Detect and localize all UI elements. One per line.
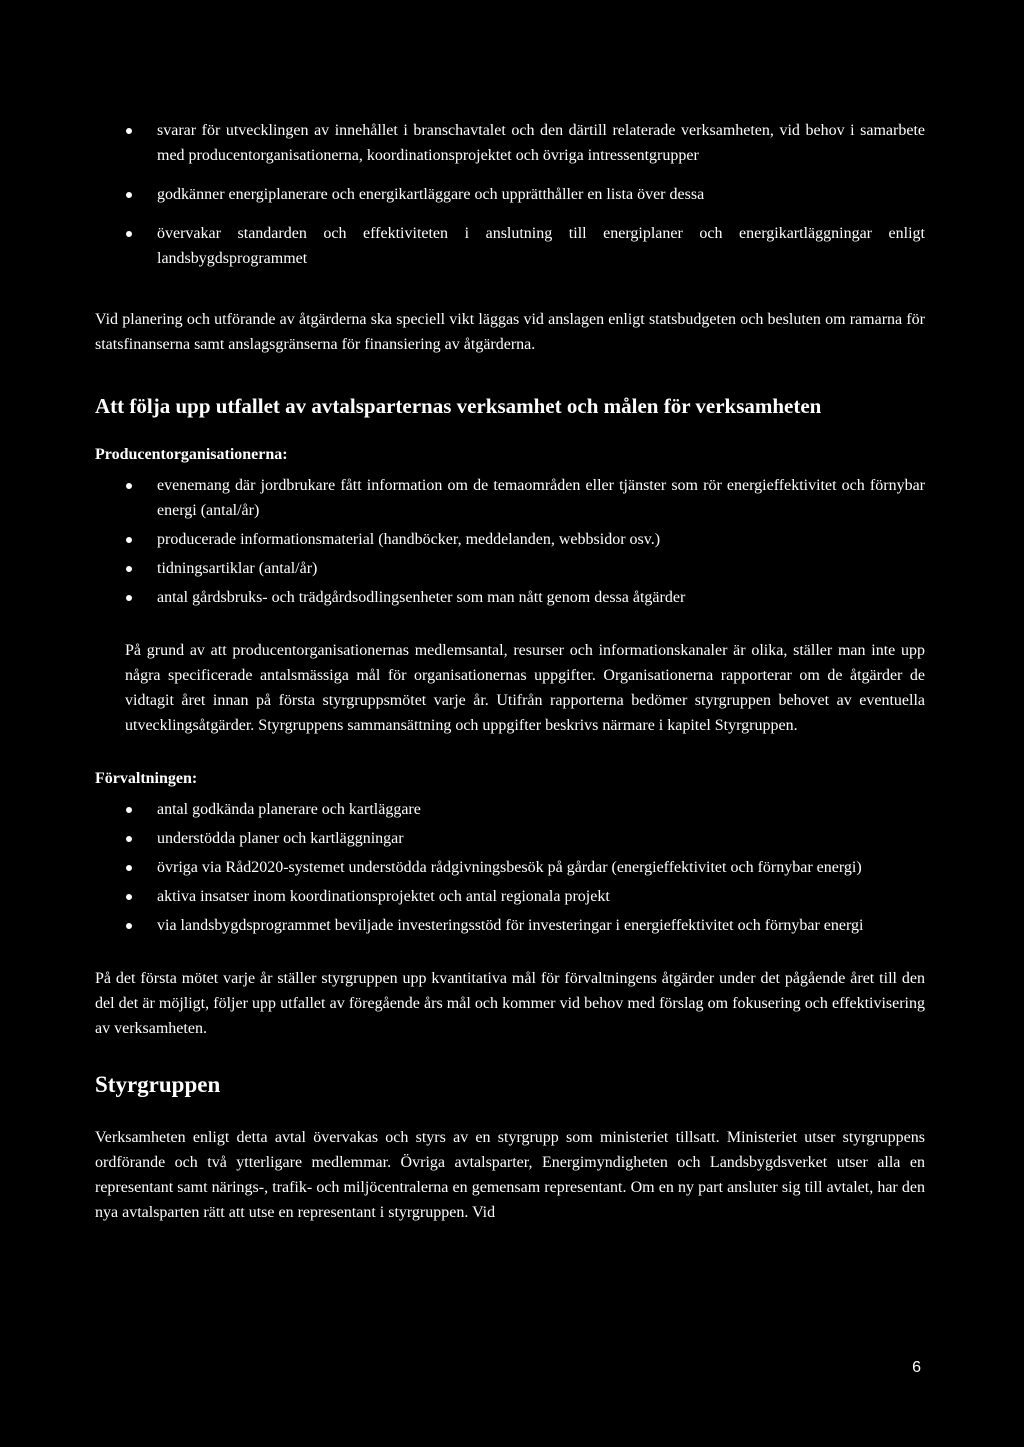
list-item <box>95 826 925 851</box>
bullet-icon <box>126 595 132 601</box>
list-item <box>95 855 925 880</box>
producer-indicators-list <box>95 473 925 610</box>
list-item <box>95 585 925 610</box>
subheading-producers: Producentorganisationerna: <box>95 446 288 463</box>
list-item-text: godkänner energiplanerare och energikartläggare och upprätthåller en lista över dessa <box>157 186 705 203</box>
list-item-text: antal gårdsbruks- och trädgårdsodlingsenheter som man nått genom dessa åtgärder <box>157 589 686 606</box>
bullet-icon <box>126 566 132 572</box>
steering-group-paragraph: Verksamheten enligt detta avtal övervakas och styrs av en styrgrupp som ministeriet tillsatt. Ministeriet utser styrgruppens ordförande och två ytterligare medlemmar. Övriga avtalsparter, Energimyndigheten och Landsbygdsverket utser alla en representant samt närings-, trafik- och miljöcentralerna en gemensam representant. Om en ny part ansluter sig till avtalet, har den nya avtalsparten rätt att utse en representant i styrgruppen. Vid <box>95 1129 925 1221</box>
list-item-text: producerade informationsmaterial (handböcker, meddelanden, webbsidor osv.) <box>157 531 661 548</box>
list-item-text: övervakar standarden och effektiviteten i anslutning till energiplaner och energikartläggningar enligt landsbygdsprogrammet <box>157 225 925 267</box>
bullet-icon <box>126 894 132 900</box>
administration-paragraph: På det första mötet varje år ställer styrgruppen upp kvantitativa mål för förvaltningens åtgärder under det pågående året till den del det är möjligt, följer upp utfallet av föregående års mål och kommer vid behov med förslag om fokusering och effektivisering av verksamheten. <box>95 970 925 1037</box>
list-item-text: antal godkända planerare och kartläggare <box>157 801 421 818</box>
list-item-text: evenemang där jordbrukare fått information om de temaområden eller tjänster som rör energieffektivitet och förnybar energi (antal/år) <box>157 477 925 519</box>
list-item <box>95 221 925 271</box>
list-item <box>95 473 925 523</box>
list-item-text: via landsbygdsprogrammet beviljade investeringsstöd för investeringar i energieffektivitet och förnybar energi <box>157 917 864 934</box>
bullet-icon <box>126 865 132 871</box>
subheading-administration: Förvaltningen: <box>95 770 198 787</box>
list-item <box>95 556 925 581</box>
administration-indicators-list <box>95 797 925 938</box>
list-item <box>95 118 925 168</box>
list-item <box>95 182 925 207</box>
bullet-icon <box>126 537 132 543</box>
list-item-text: aktiva insatser inom koordinationsprojektet och antal regionala projekt <box>157 888 610 905</box>
list-item <box>95 884 925 909</box>
document-page <box>95 118 925 1225</box>
list-item <box>95 527 925 552</box>
bullet-icon <box>126 923 132 929</box>
list-item-text: svarar för utvecklingen av innehållet i branschavtalet och den därtill relaterade verksamheten, vid behov i samarbete med producentorganisationerna, koordinationsprojektet och övriga intressentgrupper <box>157 122 925 164</box>
bullet-icon <box>126 128 132 134</box>
bullet-icon <box>126 231 132 237</box>
list-item-text: övriga via Råd2020-systemet understödda rådgivningsbesök på gårdar (energieffektivitet och förnybar energi) <box>157 859 862 876</box>
section-heading-steering-group: Styrgruppen <box>95 1072 221 1097</box>
producers-paragraph: På grund av att producentorganisationernas medlemsantal, resurser och informationskanaler är olika, ställer man inte upp några specificerade antalsmässiga mål för organisationernas uppgifter. Organisationerna rapporterar om de åtgärder de vidtagit året innan på första styrgruppsmötet varje år. Utifrån rapporterna bedömer styrgruppen behovet av eventuella utvecklingsåtgärder. Styrgruppens sammansättning och uppgifter beskrivs närmare i kapitel Styrgruppen. <box>125 642 925 734</box>
bullet-icon <box>126 836 132 842</box>
bullet-icon <box>126 807 132 813</box>
list-item <box>95 797 925 822</box>
list-item-text: understödda planer och kartläggningar <box>157 830 404 847</box>
list-item <box>95 913 925 938</box>
planning-paragraph: Vid planering och utförande av åtgärderna ska speciell vikt läggas vid anslagen enligt statsbudgeten och besluten om ramarna för statsfinanserna samt anslagsgränserna för finansiering av åtgärderna. <box>95 311 925 353</box>
section-heading-follow-up: Att följa upp utfallet av avtalsparternas verksamhet och målen för verksamheten <box>95 394 822 418</box>
page-number: 6 <box>912 1359 921 1376</box>
responsibility-list <box>95 118 925 271</box>
bullet-icon <box>126 483 132 489</box>
list-item-text: tidningsartiklar (antal/år) <box>157 560 318 577</box>
bullet-icon <box>126 192 132 198</box>
